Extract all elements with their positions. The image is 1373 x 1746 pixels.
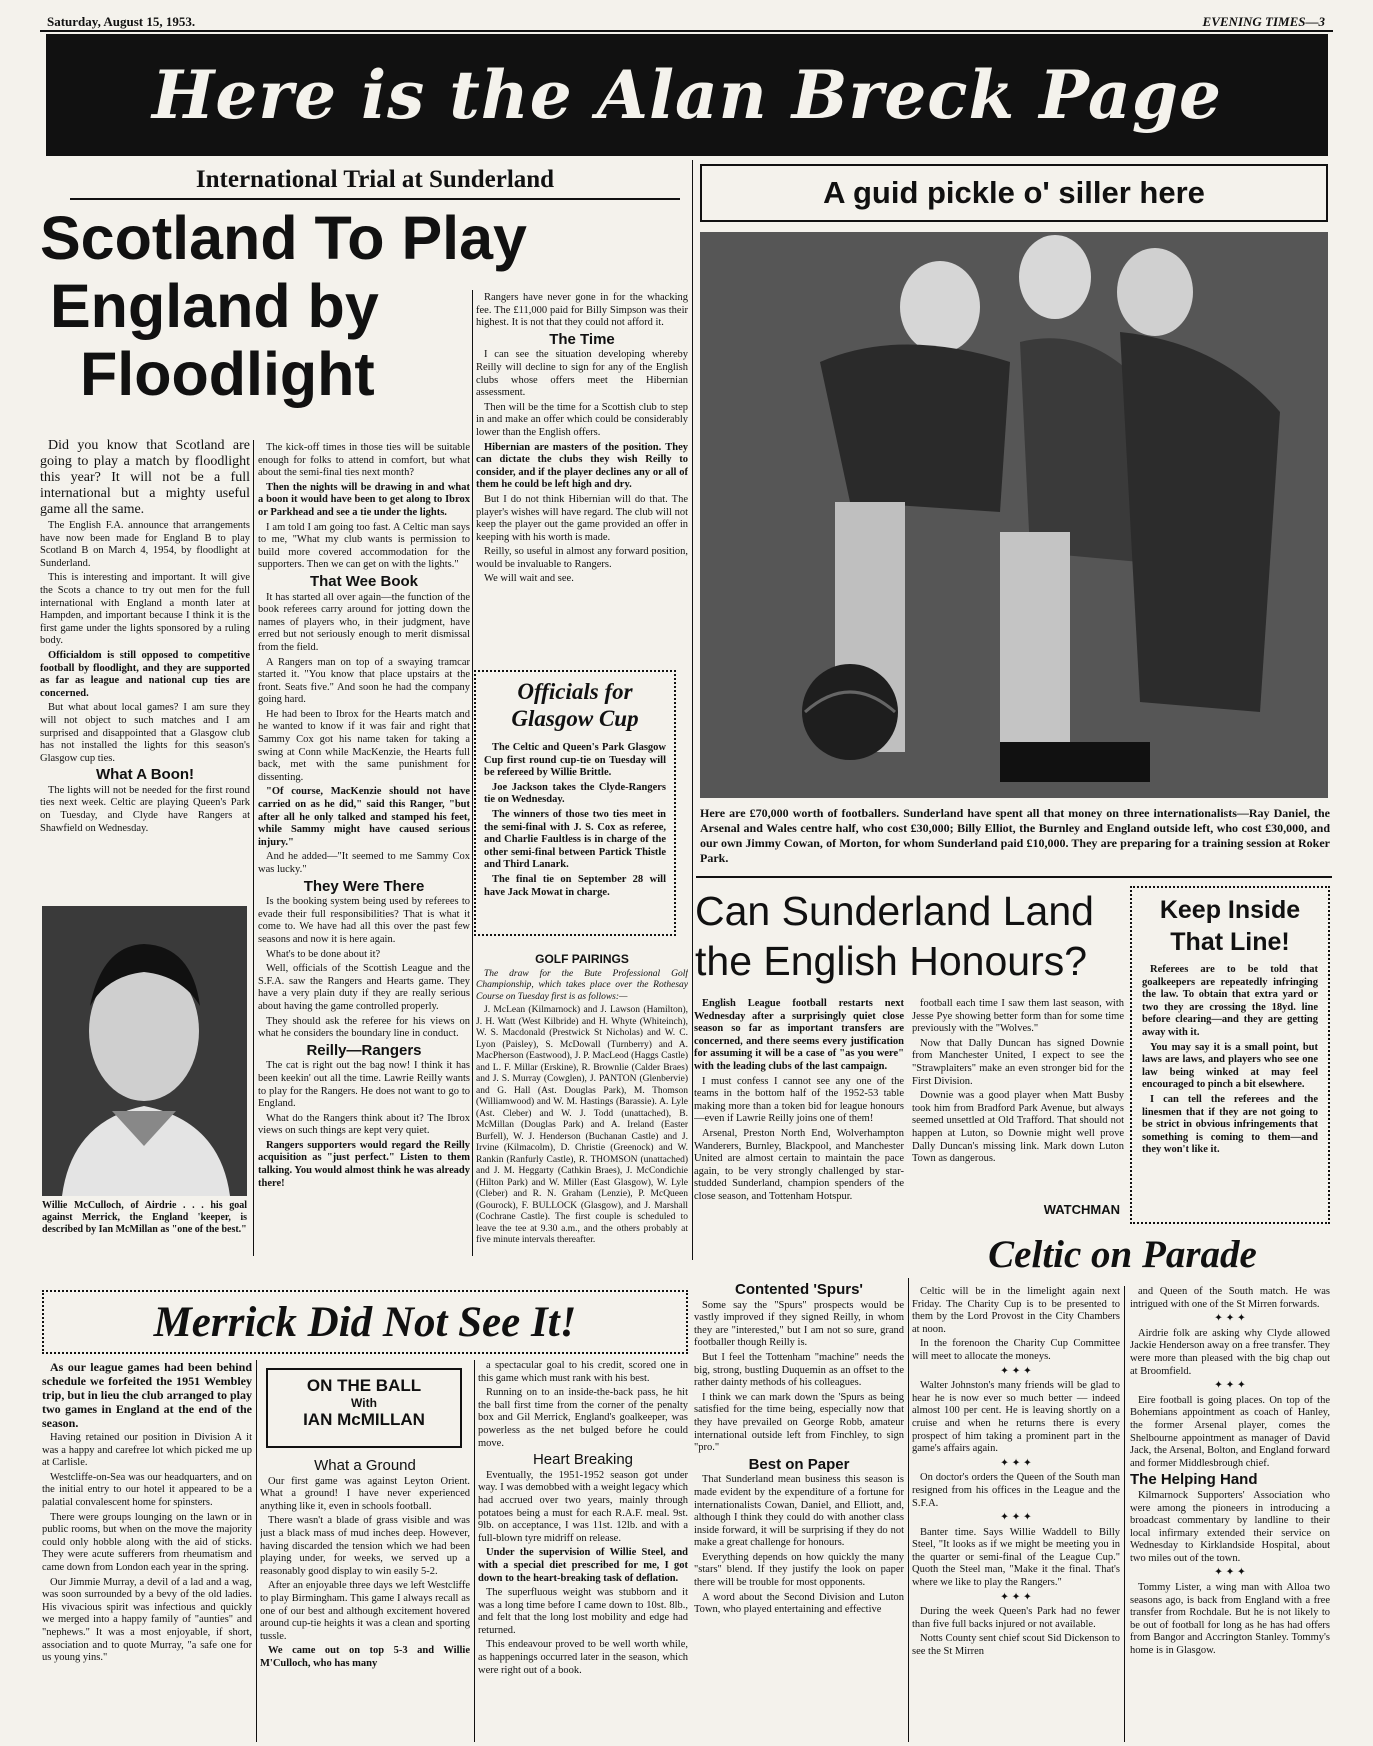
keep-title-1: Keep Inside	[1159, 896, 1301, 924]
trial-col3	[476, 292, 688, 652]
on-the-ball-line2: With	[351, 1396, 377, 1410]
boon-subhead: What A Boon!	[95, 766, 195, 784]
boon-text: The lights will not be needed for the first round ties next week. Celtic are playing Queen's Park on Tuesday, and Clyde have Rangers at Shawfield on Wednesday.	[40, 784, 250, 834]
photo1-title: A guid pickle o' siller here	[823, 175, 1205, 210]
celtic-col1-stars3: ✦ ✦ ✦	[1000, 1512, 1032, 1524]
officials-p2: Joe Jackson takes the Clyde-Rangers tie on Wednesday.	[484, 781, 666, 806]
masthead	[46, 34, 1328, 156]
celtic-col1	[912, 1286, 1120, 1742]
weebook-p4: "Of course, MacKenzie should not have carried on as he did," said this Ranger, "but after all he only talked and stamped his feet, while Sammy might have caused serious injury."	[258, 786, 470, 848]
portrait-illustration	[42, 906, 247, 1196]
ground-p2: There wasn't a blade of grass visible and was just a black mass of mud inches deep. However, having discarded the tension which we had been playing under, for weeks, we served up a reasonably good display to win easily 5-2.	[260, 1515, 470, 1577]
spurs-p1: Some say the "Spurs" prospects would be vastly improved if they signed Reilly, in whom they are "interested," but I am not so sure, grand footballer though Reilly is.	[694, 1299, 904, 1349]
col-rule-2	[472, 290, 473, 1256]
sunderland-col3	[694, 1280, 904, 1742]
weebook-subhead: That Wee Book	[309, 572, 419, 590]
ground-p1: Our first game was against Leyton Orient. What a ground! I have never experienced anything like it, even in schools football.	[260, 1475, 470, 1512]
sunderland-col1	[694, 998, 904, 1280]
there-p4: They should ask the referee for his views on what he considers the boundary line in conduct.	[258, 1015, 470, 1040]
celtic-col1-p1: Celtic will be in the limelight again next Friday. The Charity Cup is to be presented to them by the Lord Provost in the City Chambers at noon.	[912, 1286, 1120, 1335]
heart-p1: Eventually, the 1951-1952 season got under way. I was demobbed with a weight legacy which had accrued over two years, mainly through potatoes being a must for each R.A.F. meal. 9st. 9lb. on acceptance, I was 11st. 12lb. and with a full-blown tyre midriff on release.	[478, 1469, 688, 1544]
weebook-p1: It has started all over again—the function of the book referees carry around for jotting down the names of players who, in their judgment, have erred but not seriously enough to merit dismissal from the field.	[258, 591, 470, 653]
trial-col1-p5: But what about local games? I am sure they will not object to such matches and I am surprised and disappointed that a Glasgow club has not installed the lights for this season's Glasgow cup ties.	[40, 702, 250, 764]
there-subhead: They Were There	[303, 877, 425, 895]
reilly-p2: What do the Rangers think about it? The Ibrox views on such things are kept very quiet.	[258, 1112, 470, 1137]
paper-subhead: Best on Paper	[748, 1455, 850, 1473]
celtic-col1-stars2: ✦ ✦ ✦	[1000, 1457, 1032, 1469]
golf-intro: The draw for the Bute Professional Golf Championship, which takes place over the Rothesay Course on Tuesday first is as follows:—	[476, 968, 688, 1002]
trial-kicker: International Trial at Sunderland	[195, 166, 555, 193]
trial-col3-p1: Rangers have never gone in for the whacking fee. The £11,000 paid for Billy Simpson was their highest. It is not that they could not afford it.	[476, 292, 688, 329]
weebook-p5: And he added—"It seemed to me Sammy Cox was lucky."	[258, 851, 470, 875]
officials-p4: The final tie on September 28 will have Jack Mowat in charge.	[484, 873, 666, 898]
trial-col1-p3: This is interesting and important. It will give the Scots a chance to try out men for the full international with England a month later at Hampden, and important because I think it is the first game under the lights sponsored by a ruling body.	[40, 572, 250, 647]
sunderland-col2	[912, 998, 1124, 1208]
keep-p3: I can tell the referees and the linesmen that if they are not going to be strict in obvious infringements that something is coming to them—and they won't like it.	[1142, 1093, 1318, 1156]
time-p6: We will wait and see.	[484, 573, 574, 585]
officials-title: Officials for Glasgow Cup	[511, 679, 639, 731]
celtic-col2-p1: and Queen of the South match. He was intrigued with one of the St Mirren forwards.	[1130, 1286, 1330, 1310]
trial-col2-p2: Then the nights will be drawing in and what a boon it would have been to get along to Ibrox or Parkhead and see a tie under the lights.	[258, 481, 470, 518]
golf-list: J. McLean (Kilmarnock) and J. Lawson (Hamilton), J. H. Watt (West Kilbride) and H. Whyte (Whiteinch), W. S. Macdonald (Prestwick St Nicholas) and W. C. Lyon (Paisley), S. McDowall (Turnberry) and A. MacPherson (Eastwood), J. P. MacLeod (Haggs Castle) and L. F. Millar (Erskine), R. Brownlie (Calder Braes) and J. S. Murray (Cowglen), J. PANTON (Glenbervie) and G. Hall (Ast. Douglas Park), M. Thomson (Williamwood) and W. M. Hastings (Barassie). A. Lyle (Ast. Cleber) and W. J. Todd (unattached), B. McMillan (Douglas Park) and A. Ireland (Easter Burfell), W. J. Henderson (Buchanan Castle) and J. Irvine (Kilmacolm), D. Christie (Greenock) and W. Rankin (Ranfurly Castle), R. THOMSON (unattached) and J. M. Heggarty (Cathkin Braes), J. McCondichie (Hilton Park) and W. Miller (East Glasgow), W. Lyle (Cleber) and R. N. Graham (Lenzie), P. McQueen (Gourock), F. BULLOCK (Glasgow), and J. Marshall (Cochrane Castle). The first couple is scheduled to leave the tee at 9.30 a.m., and the others probably at five minute intervals thereafter.	[476, 1005, 688, 1245]
merrick-col1-p2: Having retained our position in Division A it was a happy and carefree lot which picked me up at Carlisle.	[42, 1432, 252, 1469]
mcculloch-caption: Willie McCulloch, of Airdrie . . . his goal against Merrick, the England 'keeper, is described by Ian McMillan as "one of the best."	[42, 1200, 247, 1235]
sunderland-col2-p2: Now that Dally Duncan has signed Downie from Manchester United, I expect to see the "Strawplaiters" make an even stronger bid for the First Division.	[912, 1037, 1124, 1087]
paper-p3: A word about the Second Division and Luton Town, who played entertaining and effective	[694, 1591, 904, 1616]
merrick-col1	[42, 1360, 252, 1742]
reilly-p1: The cat is right out the bag now! I think it has been keekin' out all the time. Lawrie Reilly wants to play for the Rangers. He does not want to go to England.	[258, 1060, 470, 1110]
footballers-illustration	[700, 232, 1328, 798]
there-p1: Is the booking system being used by referees to evade their full responsibilities? That is what it come to. We have had all this over the past few seasons and now it is here again.	[258, 896, 470, 945]
helping-p2: Tommy Lister, a wing man with Alloa two seasons ago, is back from England with a free transfer from Rochdale. But he is not likely to be out of football for long as he has had offers from Bangor and Accrington Stanley. Tommy's home is in Glasgow.	[1130, 1582, 1330, 1657]
celtic-col1-p5: Banter time. Says Willie Waddell to Billy Steel, "It looks as if we might be meeting you in the quarter or semi-final of the League Cup." Quoth the Steel man, "Make it the final. That's where we like to play the Rangers."	[912, 1526, 1120, 1589]
sunderland-headline	[695, 886, 1125, 986]
merrick-col1-p4: There were groups lounging on the lawn or in public rooms, but when on the move the majority could only hobble along with the aid of sticks. They were acute sufferers from rheumatism and came down from London each year in the spring.	[42, 1511, 252, 1573]
celtic-col1-p6: During the week Queen's Park had no fewer than five full backs injured or not available.	[912, 1606, 1120, 1630]
weebook-p3: He had been to Ibrox for the Hearts match and he wanted to know if it was fair and right that Sammy Cox got his name taken for taking a swing at Conn while MacKenzie, the Hearts full back, met with the same punishment for dissenting.	[258, 708, 470, 783]
trial-col1-p2: The English F.A. announce that arrangements have now been made for England B to play Scotland B on March 4, 1954, by floodlight at Sunderland.	[40, 520, 250, 569]
there-p2: What's to be done about it?	[266, 948, 381, 960]
heart-p3: The superfluous weight was stubborn and it was a long time before I came down to 10st. 8lb., and felt that the long lost mobility and edge had returned.	[478, 1587, 688, 1636]
photo1-caption: Here are £70,000 worth of footballers. Sunderland have spent all that money on three internationalists—Ray Daniel, the Arsenal and Wales centre half, who cost £30,000; Billy Elliot, the Burnley and England outside left, who cost £30,000, and our own Jimmy Cowan, of Morton, for whom Sunderland paid £10,000. They are preparing for a training session at Roker Park.	[700, 806, 1330, 865]
merrick-headline: Merrick Did Not See It!	[153, 1298, 577, 1346]
golf-title: GOLF PAIRINGS	[535, 954, 629, 966]
sunderland-col1-p3: Arsenal, Preston North End, Wolverhampton Wanderers, Burnley, Blackpool, and Manchester United are almost certain to maintain the pace again, to be very strongly challenged by star-studded Sunderland, champion spenders of the close season, and Tottenham Hotspur.	[694, 1127, 904, 1202]
trial-col2	[258, 442, 470, 1254]
trial-col2-p3: I am told I am going too fast. A Celtic man says to me, "What my club wants is permission to build more covered accommodation for the supporters. Then we can get on with the lights."	[258, 521, 470, 571]
keep-p1: Referees are to be told that goalkeepers are repeatedly infringing the law. To obtain that extra yard or two they are crossing the 18yd. line before clearing—and they are getting away with it.	[1142, 964, 1318, 1038]
ground-p3: After an enjoyable three days we left Westcliffe to play Birmingham. This game I always recall as one of our best and although excitement hovered around cup-tie heights it was a clean and sporting tussle.	[260, 1580, 470, 1642]
time-p4: But I do not think Hibernian will do that. The player's wishes will have regard. The club will not keep the player out the game provided an offer in keeping with his worth is made.	[476, 493, 688, 543]
celtic-col1-p4: On doctor's orders the Queen of the South man resigned from his offices in the League and the S.F.A.	[912, 1472, 1120, 1509]
masthead-title: Here is the Alan Breck Page	[152, 56, 1222, 134]
time-p2: Then will be the time for a Scottish club to step in and make an offer which could be considerably lower than the English offers.	[476, 401, 688, 438]
sunderland-col2-p3: Downie was a good player when Matt Busby took him from Bradford Park Avenue, but always seemed unsettled at Old Trafford. That should not happen at Luton, so Downie might well prove Dally Duncan's missing link. Mark down Luton Town as dangerous.	[912, 1090, 1124, 1165]
header-rule	[40, 30, 1333, 32]
officials-box	[474, 670, 676, 936]
heart-p4: This endeavour proved to be well worth while, as happenings occurred later in the season, which were right out of a book.	[478, 1639, 688, 1676]
trial-col1-p4: Officialdom is still opposed to competitive football by floodlight, and they are supported as far as league and national cup ties are concerned.	[40, 649, 250, 699]
photo-rule	[696, 876, 1332, 878]
col-rule-3	[692, 160, 693, 1260]
helping-stars: ✦ ✦ ✦	[1214, 1567, 1246, 1579]
golf-pairings	[476, 954, 688, 1254]
officials-p3: The winners of those two ties meet in the semi-final with J. S. Cox as referee, and Charlie Faultless is in charge of the other semi-final between Partick Thistle and Third Lanark.	[484, 808, 666, 871]
sunderland-col1-p2: I must confess I cannot see any one of the teams in the bottom half of the 1952-53 table making more than a token bid for league honours—even if Lawrie Reilly joins one of them!	[694, 1075, 904, 1125]
heart-p2: Under the supervision of Willie Steel, and with a special diet prescribed for me, I got down to the heart-breaking task of deflation.	[478, 1547, 688, 1584]
sunderland-headline-line1: Can Sunderland Land	[695, 888, 1094, 934]
spurs-p3: I think we can mark down the 'Spurs as being satisfied for the time being, especially now that they have prevailed on George Robb, amateur international outside left from Finchley, to sign "pro."	[694, 1391, 904, 1454]
col-rule-5	[1124, 1286, 1125, 1742]
celtic-col1-p3: Walter Johnston's many friends will be glad to hear he is now ever so much better — indeed almost 100 per cent. He is leaving shortly on a cruise and when he returns there is every prospect of him taking a prominent part in the game's affairs again.	[912, 1380, 1120, 1455]
reilly-subhead: Reilly—Rangers	[306, 1041, 422, 1059]
spurs-subhead: Contented 'Spurs'	[735, 1281, 863, 1298]
sunderland-col2-p1: football each time I saw them last season, with Jesse Pye showing better form than for some time previously with the "Wolves."	[912, 998, 1124, 1035]
merrick-col3	[478, 1360, 688, 1742]
on-the-ball-line1: ON THE BALL	[306, 1376, 422, 1395]
reilly-p3: Rangers supporters would regard the Reilly acquisition as "just perfect." Listen to them talking. You would almost think he was already there!	[258, 1139, 470, 1189]
ground-subhead: What a Ground	[314, 1457, 416, 1474]
spurs-p2: But I feel the Tottenham "machine" needs the big, strong, bustling Duquemin as an offset to the rather dainty methods of his colleagues.	[694, 1351, 904, 1389]
trial-col2-p1: The kick-off times in those ties will be suitable enough for folks to attend in comfort, but what about the semi-final ties next month?	[258, 442, 470, 479]
keep-inside-box	[1130, 886, 1330, 1224]
footballers-photo	[700, 232, 1328, 798]
merrick-col2	[260, 1456, 470, 1742]
celtic-col2	[1130, 1286, 1330, 1742]
keep-title-2: That Line!	[1170, 928, 1290, 956]
trial-headline-line1: Scotland To Play	[40, 204, 527, 272]
officials-p1: The Celtic and Queen's Park Glasgow Cup first round cup-tie on Tuesday will be refereed by Willie Brittle.	[484, 742, 666, 779]
watchman-byline: WATCHMAN	[1043, 1202, 1120, 1217]
trial-col1-p1: Did you know that Scotland are going to play a match by floodlight this year? It will not be a full international but a mighty useful game all the same.	[40, 438, 250, 517]
col-rule-6	[256, 1360, 257, 1742]
merrick-col1-p1: As our league games had been behind schedule we forfeited the 1951 Wembley trip, but in lieu the club arranged to play two games in England at the end of the season.	[42, 1360, 252, 1430]
heart-subhead: Heart Breaking	[532, 1451, 634, 1469]
photo1-title-box	[700, 164, 1328, 222]
time-subhead: The Time	[549, 330, 615, 348]
sunderland-headline-line2: the English Honours?	[695, 938, 1088, 984]
celtic-col2-p2: Airdrie folk are asking why Clyde allowed Jackie Henderson away on a free transfer. They were more than pleased with the big chap out at Broomfield.	[1130, 1327, 1330, 1377]
celtic-col2-stars1: ✦ ✦ ✦	[1214, 1313, 1246, 1325]
celtic-col2-p3: Eire football is going places. On top of the Bohemians appointment as coach of Hanley, the former Arsenal player, comes the Shelbourne appointment as manager of David Jack, the Arsenal, Bolton, and England forward and former Middlesbrough chief.	[1130, 1394, 1330, 1469]
time-p3: Hibernian are masters of the position. They can dictate the clubs they wish Reilly to consider, and if the player declines any or all of them he could be left high and dry.	[476, 441, 688, 491]
on-the-ball-box	[266, 1368, 462, 1448]
trial-headline-line2: England by	[50, 272, 379, 340]
celtic-col1-stars1: ✦ ✦ ✦	[1000, 1365, 1032, 1377]
sunderland-col1-p1: English League football restarts next Wednesday after a surprisingly quiet close season so far as important transfers are concerned, and there seems every justification for assuming it will be a case of "as you were" with the leading clubs of the last campaign.	[694, 998, 904, 1072]
ground-p4: We came out on top 5-3 and Willie M'Culloch, who has many	[260, 1645, 470, 1669]
celtic-col1-p2: In the forenoon the Charity Cup Committee will meet to allocate the moneys.	[912, 1338, 1120, 1362]
issue-date: Saturday, August 15, 1953.	[47, 14, 196, 29]
weebook-p2: A Rangers man on top of a swaying tramcar started it. "You know that place upstairs at the front. Seats five." And soon he had the company going hard.	[258, 656, 470, 706]
col-rule-4	[908, 1278, 909, 1742]
helping-p1: Kilmarnock Supporters' Association who were among the pioneers in introducing a broadcast commentary by landline to their local infirmary extended their service on Wednesday to Kirklandside Hospital, about two miles out of the town.	[1130, 1489, 1330, 1564]
keep-p2: You may say it is a small point, but laws are laws, and players who see one law being winked at may feel encouraged to pinch a bit elsewhere.	[1142, 1041, 1318, 1091]
kicker-rule	[70, 198, 680, 200]
paper-p2: Everything depends on how quickly the many "stars" blend. If they justify the look on paper there will be trouble for most opponents.	[694, 1551, 904, 1589]
merrick-col1-p5: Our Jimmie Murray, a devil of a lad and a wag, was soon surrounded by a bevy of the old ladies. His vivacious spirit was infectious and quickly we merged into a happy family of "aunties" and "nephews." It was a most enjoyable, if short, association and to quote Murray, "a safe one for us young yins."	[42, 1576, 252, 1664]
time-p5: Reilly, so useful in almost any forward position, would be invaluable to Rangers.	[476, 546, 688, 570]
merrick-col3-p1: a spectacular goal to his credit, scored one in this game which must rank with his best.	[478, 1360, 688, 1384]
mcculloch-photo	[42, 906, 247, 1196]
time-p1: I can see the situation developing whereby Reilly will decline to sign for any of the English clubs whose offers meet the Hibernian assessment.	[476, 349, 688, 399]
merrick-headline-box	[42, 1290, 688, 1354]
celtic-col2-stars2: ✦ ✦ ✦	[1214, 1380, 1246, 1392]
trial-headline-line3: Floodlight	[80, 340, 375, 408]
merrick-col1-p3: Westcliffe-on-Sea was our headquarters, and on the initial entry to our hotel it appeared to be a palatial convalescent home for spinsters.	[42, 1471, 252, 1508]
celtic-col1-p7: Notts County sent chief scout Sid Dickenson to see the St Mirren	[912, 1633, 1120, 1658]
merrick-col3-p2: Running on to an inside-the-back pass, he hit the ball first time from the corner of the penalty box and Gil Merrick, England's goalkeeper, was powerless as the net bulged before he could move.	[478, 1387, 688, 1449]
on-the-ball-author: IAN McMILLAN	[303, 1410, 425, 1429]
celtic-headline: Celtic on Parade	[988, 1233, 1257, 1276]
paper-p1: That Sunderland mean business this season is made evident by the expenditure of a fortune for internationalists Cowan, Daniel, and Elliott, and, although I think they could do with another class inside forward, it will be surprising if they do not make a great challenge for honours.	[694, 1474, 904, 1549]
helping-subhead: The Helping Hand	[1130, 1471, 1258, 1489]
col-rule-1	[253, 440, 254, 1256]
trial-col1	[40, 438, 250, 898]
page-number: EVENING TIMES—3	[1202, 14, 1325, 29]
celtic-col1-stars4: ✦ ✦ ✦	[1000, 1591, 1032, 1603]
there-p3: Well, officials of the Scottish League and the S.F.A. saw the Rangers and Hearts game. They have a very plain duty if they are really serious about having the game controlled properly.	[258, 963, 470, 1012]
col-rule-7	[474, 1360, 475, 1742]
